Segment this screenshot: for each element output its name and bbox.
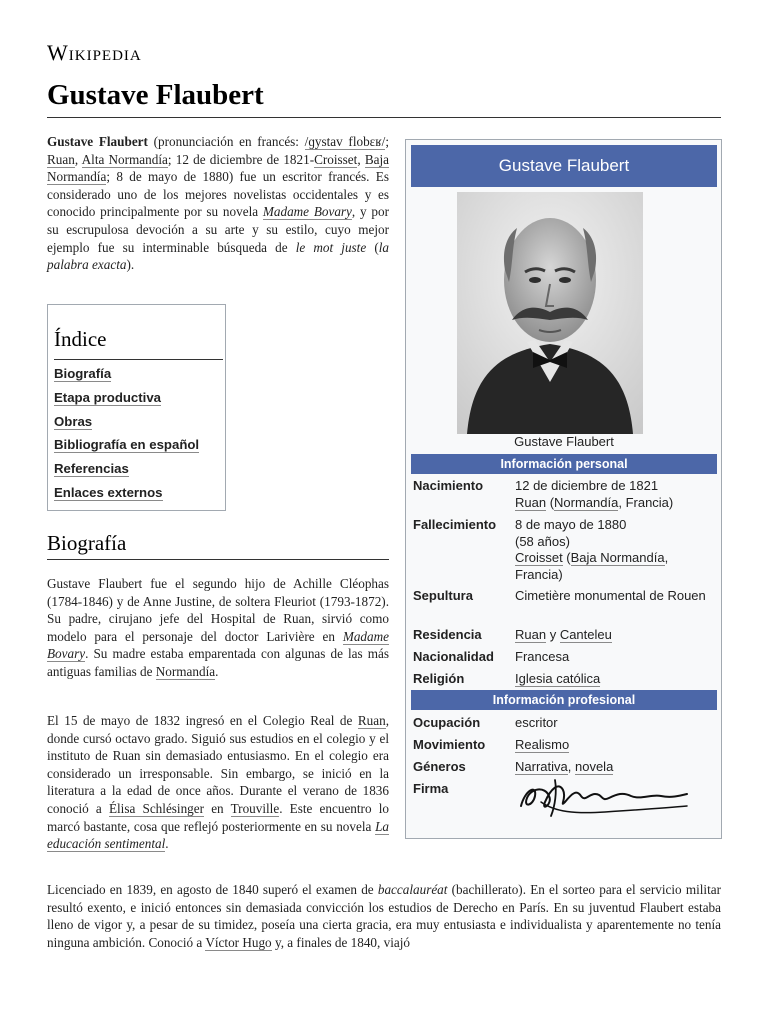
intro-text: ; 8 de mayo de 1880) fue un escritor francés. Es considerado uno de los mejores novelistas occidentales y es conocido principalmente por su novela [47, 169, 389, 220]
mot-juste-text: le mot juste [295, 239, 367, 255]
normandia-link[interactable]: Normandía [155, 663, 216, 679]
fallecimiento-date: 8 de mayo de 1880 [515, 517, 627, 532]
toc-item-etapa-productiva[interactable] [54, 389, 199, 413]
title-divider [47, 117, 721, 118]
intro-text: , [74, 151, 82, 167]
value-text: , Francia) [618, 494, 674, 510]
body-text: Licenciado en 1839, en agosto de 1840 superó el examen de [47, 882, 378, 897]
body-text: . [165, 836, 169, 852]
section-divider [47, 559, 389, 560]
biografia-paragraph-3 [47, 881, 721, 951]
toc-item-obras[interactable] [54, 413, 199, 437]
biografia-paragraph-2 [47, 712, 389, 853]
value-text: , [567, 759, 575, 774]
ipa-link[interactable]: /ɡystav flobɛʁ/ [304, 134, 386, 149]
value-nacimiento [515, 478, 715, 511]
portrait-image[interactable] [457, 192, 643, 434]
label-sepultura: Sepultura [413, 588, 473, 603]
label-ocupacion: Ocupación [413, 715, 481, 730]
toc-item-biografia[interactable] [54, 365, 199, 389]
palabra-exacta-text: la palabra exacta [47, 239, 389, 273]
body-text: y, a finales de 1840, viajó [271, 934, 410, 950]
toc-item-label[interactable]: Biografía [54, 366, 112, 381]
label-fallecimiento: Fallecimiento [413, 517, 497, 532]
residencia-ruan-link[interactable]: Ruan [515, 627, 547, 642]
toc-divider [54, 359, 223, 360]
intro-text: , [357, 151, 365, 167]
toc-item-label[interactable]: Etapa productiva [54, 389, 161, 405]
residencia-canteleu-link[interactable]: Canteleu [559, 627, 612, 642]
toc-item-enlaces-externos[interactable] [54, 484, 199, 508]
value-sepultura: Cimetière monumental de Rouen [515, 588, 706, 603]
body-text: , donde cursó octavo grado. Siguió sus estudios en el colegio y el instituto de Ruan sin demasiado entusiasmo. En el colegio era considerado un irresponsable. Sin embargo, se inició en la literatura a la edad de once años. Durante el verano de 1836 conoció a [47, 713, 389, 816]
biografia-paragraph-1 [47, 575, 389, 681]
madame-bovary-link[interactable]: Madame Bovary [47, 628, 389, 662]
toc-item-label[interactable]: Obras [54, 413, 93, 429]
label-movimiento: Movimiento [413, 737, 486, 752]
novela-link[interactable]: novela [574, 759, 614, 774]
value-fallecimiento [515, 517, 715, 583]
section-heading-biografia: Biografía [47, 531, 127, 555]
body-text: en [204, 800, 231, 816]
label-nacimiento: Nacimiento [413, 478, 484, 493]
value-text: ( [546, 494, 555, 510]
body-text: . Su madre estaba emparentada con algunas de las más antiguas familias de [47, 646, 389, 679]
value-movimiento [515, 737, 715, 754]
narrativa-link[interactable]: Narrativa [515, 759, 568, 774]
baja-normandia-link[interactable]: Baja Normandía [47, 151, 389, 185]
section-header-personal: Información personal [411, 454, 717, 474]
intro-text: (pronunciación en francés: [147, 134, 305, 149]
intro-name: Gustave Flaubert [47, 134, 148, 149]
wikipedia-logo[interactable]: Wikipedia [47, 40, 142, 65]
baccalaureat-text: baccalauréat [377, 882, 448, 897]
value-ocupacion: escritor [515, 715, 558, 730]
label-generos: Géneros [413, 759, 466, 774]
value-text: y [546, 627, 560, 642]
educacion-sentimental-link[interactable]: La educación sentimental [47, 818, 389, 852]
intro-text: ( [366, 239, 379, 255]
ruan-link[interactable]: Ruan [357, 713, 386, 728]
value-religion [515, 671, 715, 688]
fallecimiento-age: (58 años) [515, 533, 570, 549]
toc-list [54, 365, 199, 508]
toc-item-referencias[interactable] [54, 460, 199, 484]
label-firma: Firma [413, 781, 449, 796]
body-text: Gustave Flaubert fue el segundo hijo de Achille Cléophas (1784-1846) y de Anne Justine, de soltera Fleuriot (1793-1872). Su padre, cirujano jefe del Hospital de Ruan, sirvió como modelo para el personaje del doctor Larivière en [47, 576, 389, 644]
table-of-contents [47, 304, 226, 511]
nacimiento-ruan-link[interactable]: Ruan [515, 494, 547, 510]
value-text: , Francia) [515, 550, 669, 582]
toc-item-label[interactable]: Enlaces externos [54, 484, 163, 500]
alta-normandia-link[interactable]: Alta Normandía [81, 151, 168, 167]
intro-text: ; 12 de diciembre de 1821- [167, 151, 315, 167]
religion-link[interactable]: Iglesia católica [515, 671, 601, 686]
fallecimiento-croisset-link[interactable]: Croisset [515, 550, 563, 565]
toc-item-label[interactable]: Referencias [54, 461, 129, 477]
label-residencia: Residencia [413, 627, 482, 642]
toc-item-bibliografia[interactable] [54, 436, 199, 460]
nacimiento-normandia-link[interactable]: Normandía [554, 494, 619, 510]
trouville-link[interactable]: Trouville [230, 800, 280, 816]
toc-item-label[interactable]: Bibliografía en español [54, 437, 200, 453]
body-text: (bachillerato). En el sorteo para el servicio militar resultó exento, e inició entonces sin demasiada convicción los estudios de Derecho en París. En su juventud Flaubert estaba lleno de vigor y, a pesar de su timidez, poseía una cierta gracia, era muy entusiasta e individualista y aparentemente no tenía ninguna ambición. Conoció a [47, 882, 721, 950]
value-residencia [515, 627, 715, 644]
victor-hugo-link[interactable]: Víctor Hugo [205, 934, 272, 950]
toc-title: Índice [54, 327, 107, 351]
madame-bovary-link[interactable]: Madame Bovary [262, 204, 352, 220]
nacimiento-date: 12 de diciembre de 1821 [515, 478, 659, 493]
fallecimiento-baja-normandia-link[interactable]: Baja Normandía [570, 550, 665, 565]
page-title: Gustave Flaubert [47, 79, 264, 111]
body-text: El 15 de mayo de 1832 ingresó en el Colegio Real de [47, 713, 358, 728]
croisset-link[interactable]: Croisset [314, 151, 358, 167]
intro-text: ; [385, 134, 389, 149]
elisa-schlesinger-link[interactable]: Élisa Schlésinger [108, 800, 205, 816]
realismo-link[interactable]: Realismo [515, 737, 570, 752]
value-nacionalidad: Francesa [515, 649, 570, 664]
intro-paragraph [47, 133, 389, 274]
ruan-link[interactable]: Ruan [47, 151, 75, 167]
body-text: . Este encuentro lo marcó bastante, cosa que reflejó posteriormente en su novela [47, 800, 389, 834]
body-text: . [215, 663, 219, 679]
intro-text: , y por su escrupulosa devoción a su arte y su estilo, cuyo mejor ejemplo fue su interminable búsqueda de [47, 204, 389, 255]
intro-text: ). [126, 257, 135, 273]
section-header-profesional: Información profesional [411, 690, 717, 710]
label-nacionalidad: Nacionalidad [413, 649, 494, 664]
label-religion: Religión [413, 671, 465, 686]
signature-image[interactable] [515, 772, 691, 820]
value-text: ( [562, 550, 571, 565]
portrait-caption: Gustave Flaubert [514, 434, 614, 449]
infobox [405, 139, 722, 839]
infobox-title: Gustave Flaubert [411, 145, 717, 187]
